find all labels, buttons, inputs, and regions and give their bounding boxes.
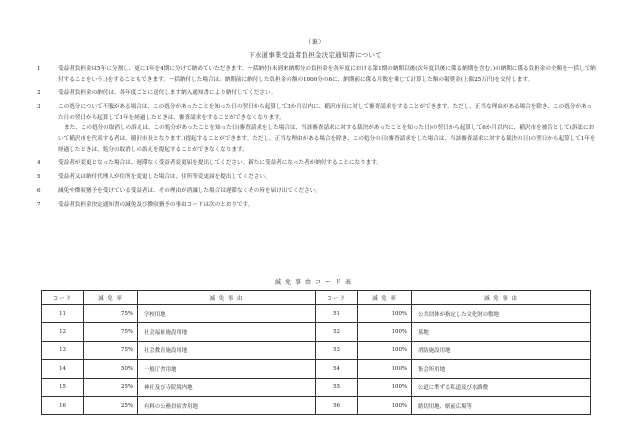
note-text: 受益者負担金決定通知書の減免及び徴収猶予の事由コードは次のとおりです。 [58, 201, 254, 208]
note-text: 受益者負担金は5年に分割し、更に1年を4期に分けて納めていただきます。一括納付(未到来納期分の負担金を各年度における第1期の納期以後(次年度以後に係る納期を含む。)の納期に係る負担金の全額を一括して納付することをいう。)をすることもできます。一括納付した場合は、納期前に納付した負担金の額の1000分の6に、納期前に係る月数を乗じて計算した額の報奨金(上限25万円)を交付します。 [58, 66, 596, 83]
rate-cell: 100% [358, 323, 412, 341]
page-title: 下水道事業受益者負担金決定通知書について [248, 51, 382, 59]
code-cell: 14 [42, 360, 84, 378]
note-item [37, 88, 597, 99]
reason-cell: 社会福祉施設用地 [138, 323, 316, 341]
rate-cell: 25% [84, 378, 138, 396]
note-item [37, 200, 597, 211]
code-cell: 56 [316, 396, 358, 414]
note-number: 4 [37, 160, 41, 167]
code-cell: 52 [316, 323, 358, 341]
table-row [42, 396, 591, 414]
rate-cell: 75% [84, 323, 138, 341]
note-text: 受益者又は納付代理人が住所を変更した場合は、住所等変更届を提出してください。 [58, 174, 271, 181]
table-row [42, 341, 591, 359]
table-row [42, 360, 591, 378]
reason-cell: 有料の公務員宿舎用地 [138, 396, 316, 414]
rate-header: 減 免 率 [358, 291, 412, 305]
code-cell: 12 [42, 323, 84, 341]
reason-cell: 消防施設用地 [412, 341, 591, 359]
code-cell: 16 [42, 396, 84, 414]
note-item [37, 64, 597, 85]
table-row [42, 323, 591, 341]
reason-cell: 踏切用地、駅前広場等 [412, 396, 591, 414]
code-cell: 13 [42, 341, 84, 359]
reason-cell: 神社及び寺院境内地 [138, 378, 316, 396]
note-subparagraph: また、この処分の取消しの訴えは、この処分があったことを知った日(審査請求をした場合は、当該審査請求に対する裁決があったことを知った日)の翌日から起算して6か月以内に、稲沢市を被告として(訴訟において稲沢市を代表する者は、稲沢市長となります。)提起することができます。ただし、正当な理由がある場合を除き、この処分の日(審査請求をした場合は、当該審査請求に対する裁決の日)の翌日から起算して1年を経過したときは、処分の取消しの訴えを提起することができなくなります。 [58, 125, 596, 153]
reason-cell: 墓地 [412, 323, 591, 341]
code-header: コード [42, 291, 84, 305]
code-table-title: 減免事由コード表 [274, 279, 355, 286]
note-number: 7 [37, 201, 41, 208]
code-cell: 53 [316, 341, 358, 359]
reason-cell: 集会所用地 [412, 360, 591, 378]
note-number: 3 [37, 104, 41, 111]
note-item [37, 158, 597, 169]
rate-header: 減 免 率 [84, 291, 138, 305]
rate-cell: 75% [84, 305, 138, 323]
note-text: 受益者が変更となった場合は、遅滞なく受益者変更届を提出してください。新たに受益者になった者が納付することになります。 [58, 160, 382, 167]
code-cell: 55 [316, 378, 358, 396]
note-number: 1 [37, 66, 41, 72]
table-header-row [42, 291, 591, 305]
note-item [37, 172, 597, 183]
rate-cell: 25% [84, 396, 138, 414]
reason-cell: 一般庁舎用地 [138, 360, 316, 378]
rate-cell: 75% [84, 341, 138, 359]
reason-cell: 公共団体が指定した文化財の敷地 [412, 305, 591, 323]
code-cell: 11 [42, 305, 84, 323]
note-item [37, 102, 597, 155]
rate-cell: 100% [358, 360, 412, 378]
rate-cell: 100% [358, 378, 412, 396]
table-row [42, 305, 591, 323]
reason-cell: 社会教育施設用地 [138, 341, 316, 359]
reason-cell: 公道に準ずる私道及び水路敷 [412, 378, 591, 396]
note-text: 減免や徴収猶予を受けている受益者は、その理由が消滅した場合は遅滞なくその旨を届け出てください。 [58, 187, 321, 194]
reason-cell: 学校用地 [138, 305, 316, 323]
rate-cell: 100% [358, 305, 412, 323]
reason-header: 減 免 事 由 [412, 291, 591, 305]
reason-header: 減 免 事 由 [138, 291, 316, 305]
rate-cell: 100% [358, 396, 412, 414]
code-cell: 15 [42, 378, 84, 396]
code-cell: 51 [316, 305, 358, 323]
table-row [42, 378, 591, 396]
rate-cell: 50% [84, 360, 138, 378]
note-number: 2 [37, 90, 41, 97]
rate-cell: 100% [358, 341, 412, 359]
code-cell: 54 [316, 360, 358, 378]
note-number: 5 [37, 174, 41, 181]
notes-list [37, 64, 597, 213]
note-item [37, 186, 597, 197]
note-text: 受益者負担金の納付は、各年度ごとに送付します納入通知書により納付してください。 [58, 90, 277, 97]
note-text: この処分について不服がある場合は、この処分があったことを知った日の翌日から起算して3か月以内に、稲沢市長に対して審査請求をすることができます。ただし、正当な理由がある場合を除き、この処分があった日の翌日から起算して1年を経過したときは、審査請求をすることができなくなります。 [58, 104, 593, 121]
reduction-code-table [41, 290, 591, 415]
back-side-label: （裏） [304, 39, 326, 46]
note-number: 6 [37, 187, 41, 194]
code-header: コード [316, 291, 358, 305]
